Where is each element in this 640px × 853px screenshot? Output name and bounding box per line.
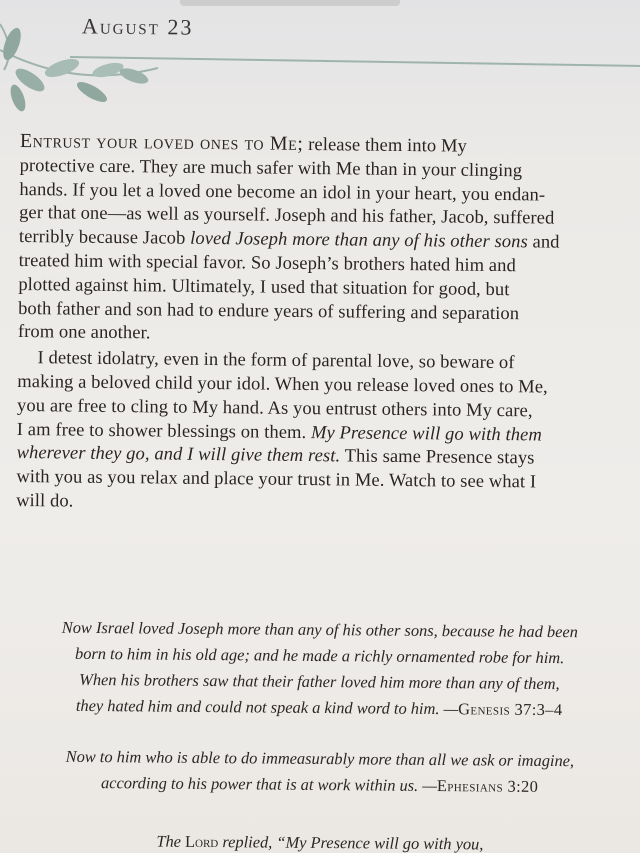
text-line: plotted against him. Ultimately, I used that situation for good, but [18, 274, 510, 300]
scripture-line: Now to him who is able to do immeasurably more than all we ask or imagine, [65, 746, 575, 771]
paragraph-1 [18, 130, 638, 352]
scripture-text: The [156, 831, 186, 851]
text-line: both father and son had to endure years of suffering and separation [18, 298, 520, 324]
text-line: with you as you relax and place your trust in Me. Watch to see what I [16, 467, 537, 493]
scripture-line: born to him in his old age; and he made a richly ornamented robe for him. [74, 643, 565, 668]
text-line: treated him with special favor. So Joseph’s brothers hated him and [18, 250, 516, 277]
scripture-reference: Genesis 37:3–4 [458, 699, 563, 720]
italic-quote: My Presence will go with them [310, 422, 542, 446]
scripture-line: When his brothers saw that their father loved him more than any of them, [79, 669, 560, 694]
lord-small-caps: Lord [184, 831, 219, 852]
text-span: terribly because Jacob [18, 227, 191, 249]
scripture-text: according to his power that is at work within us. — [100, 773, 437, 796]
scripture-line: Now Israel loved Joseph more than any of his other sons, because he had been [61, 617, 578, 642]
devotional-text [16, 130, 638, 520]
text-line: you are free to cling to My hand. As you entrust others into My care, [17, 395, 533, 422]
text-line: from one another. [17, 322, 151, 344]
text-span: I am free to shower blessings on them. [16, 419, 312, 443]
scripture-exodus [0, 827, 640, 853]
page-date-title: August 23 [81, 13, 194, 40]
page-header [0, 0, 640, 110]
text-line: making a beloved child your idol. When you release loved ones to Me, [17, 371, 548, 398]
text-line: I detest idolatry, even in the form of parental love, so beware of [37, 348, 515, 374]
text-span: and [527, 232, 560, 253]
scripture-text: they hated him and could not speak a kind word to him. — [75, 695, 459, 719]
italic-quote: loved Joseph more than any of his other sons [190, 228, 528, 253]
text-line: protective care. They are much safer with Me than in your clinging [19, 155, 523, 182]
text-line: ger that one—as well as yourself. Joseph and his father, Jacob, suffered [19, 203, 555, 229]
scripture-genesis [0, 614, 640, 724]
lead-small-caps: Entrust your loved ones to Me; [19, 130, 304, 155]
scripture-reference: Ephesians 3:20 [436, 776, 539, 796]
scripture-line [0, 827, 640, 853]
paragraph-2 [16, 347, 636, 520]
text-span: This same Presence stays [340, 446, 535, 469]
text-span: release them into My [303, 134, 468, 157]
scripture-ephesians [0, 743, 640, 801]
scripture-line [0, 692, 639, 724]
text-line: will do. [16, 490, 74, 512]
scripture-text: replied, “My Presence will go with you, [218, 832, 484, 853]
text-line: hands. If you let a loved one become an idol in your heart, you endan- [19, 179, 546, 206]
italic-quote: wherever they go, and I will give them rest. [16, 443, 341, 467]
